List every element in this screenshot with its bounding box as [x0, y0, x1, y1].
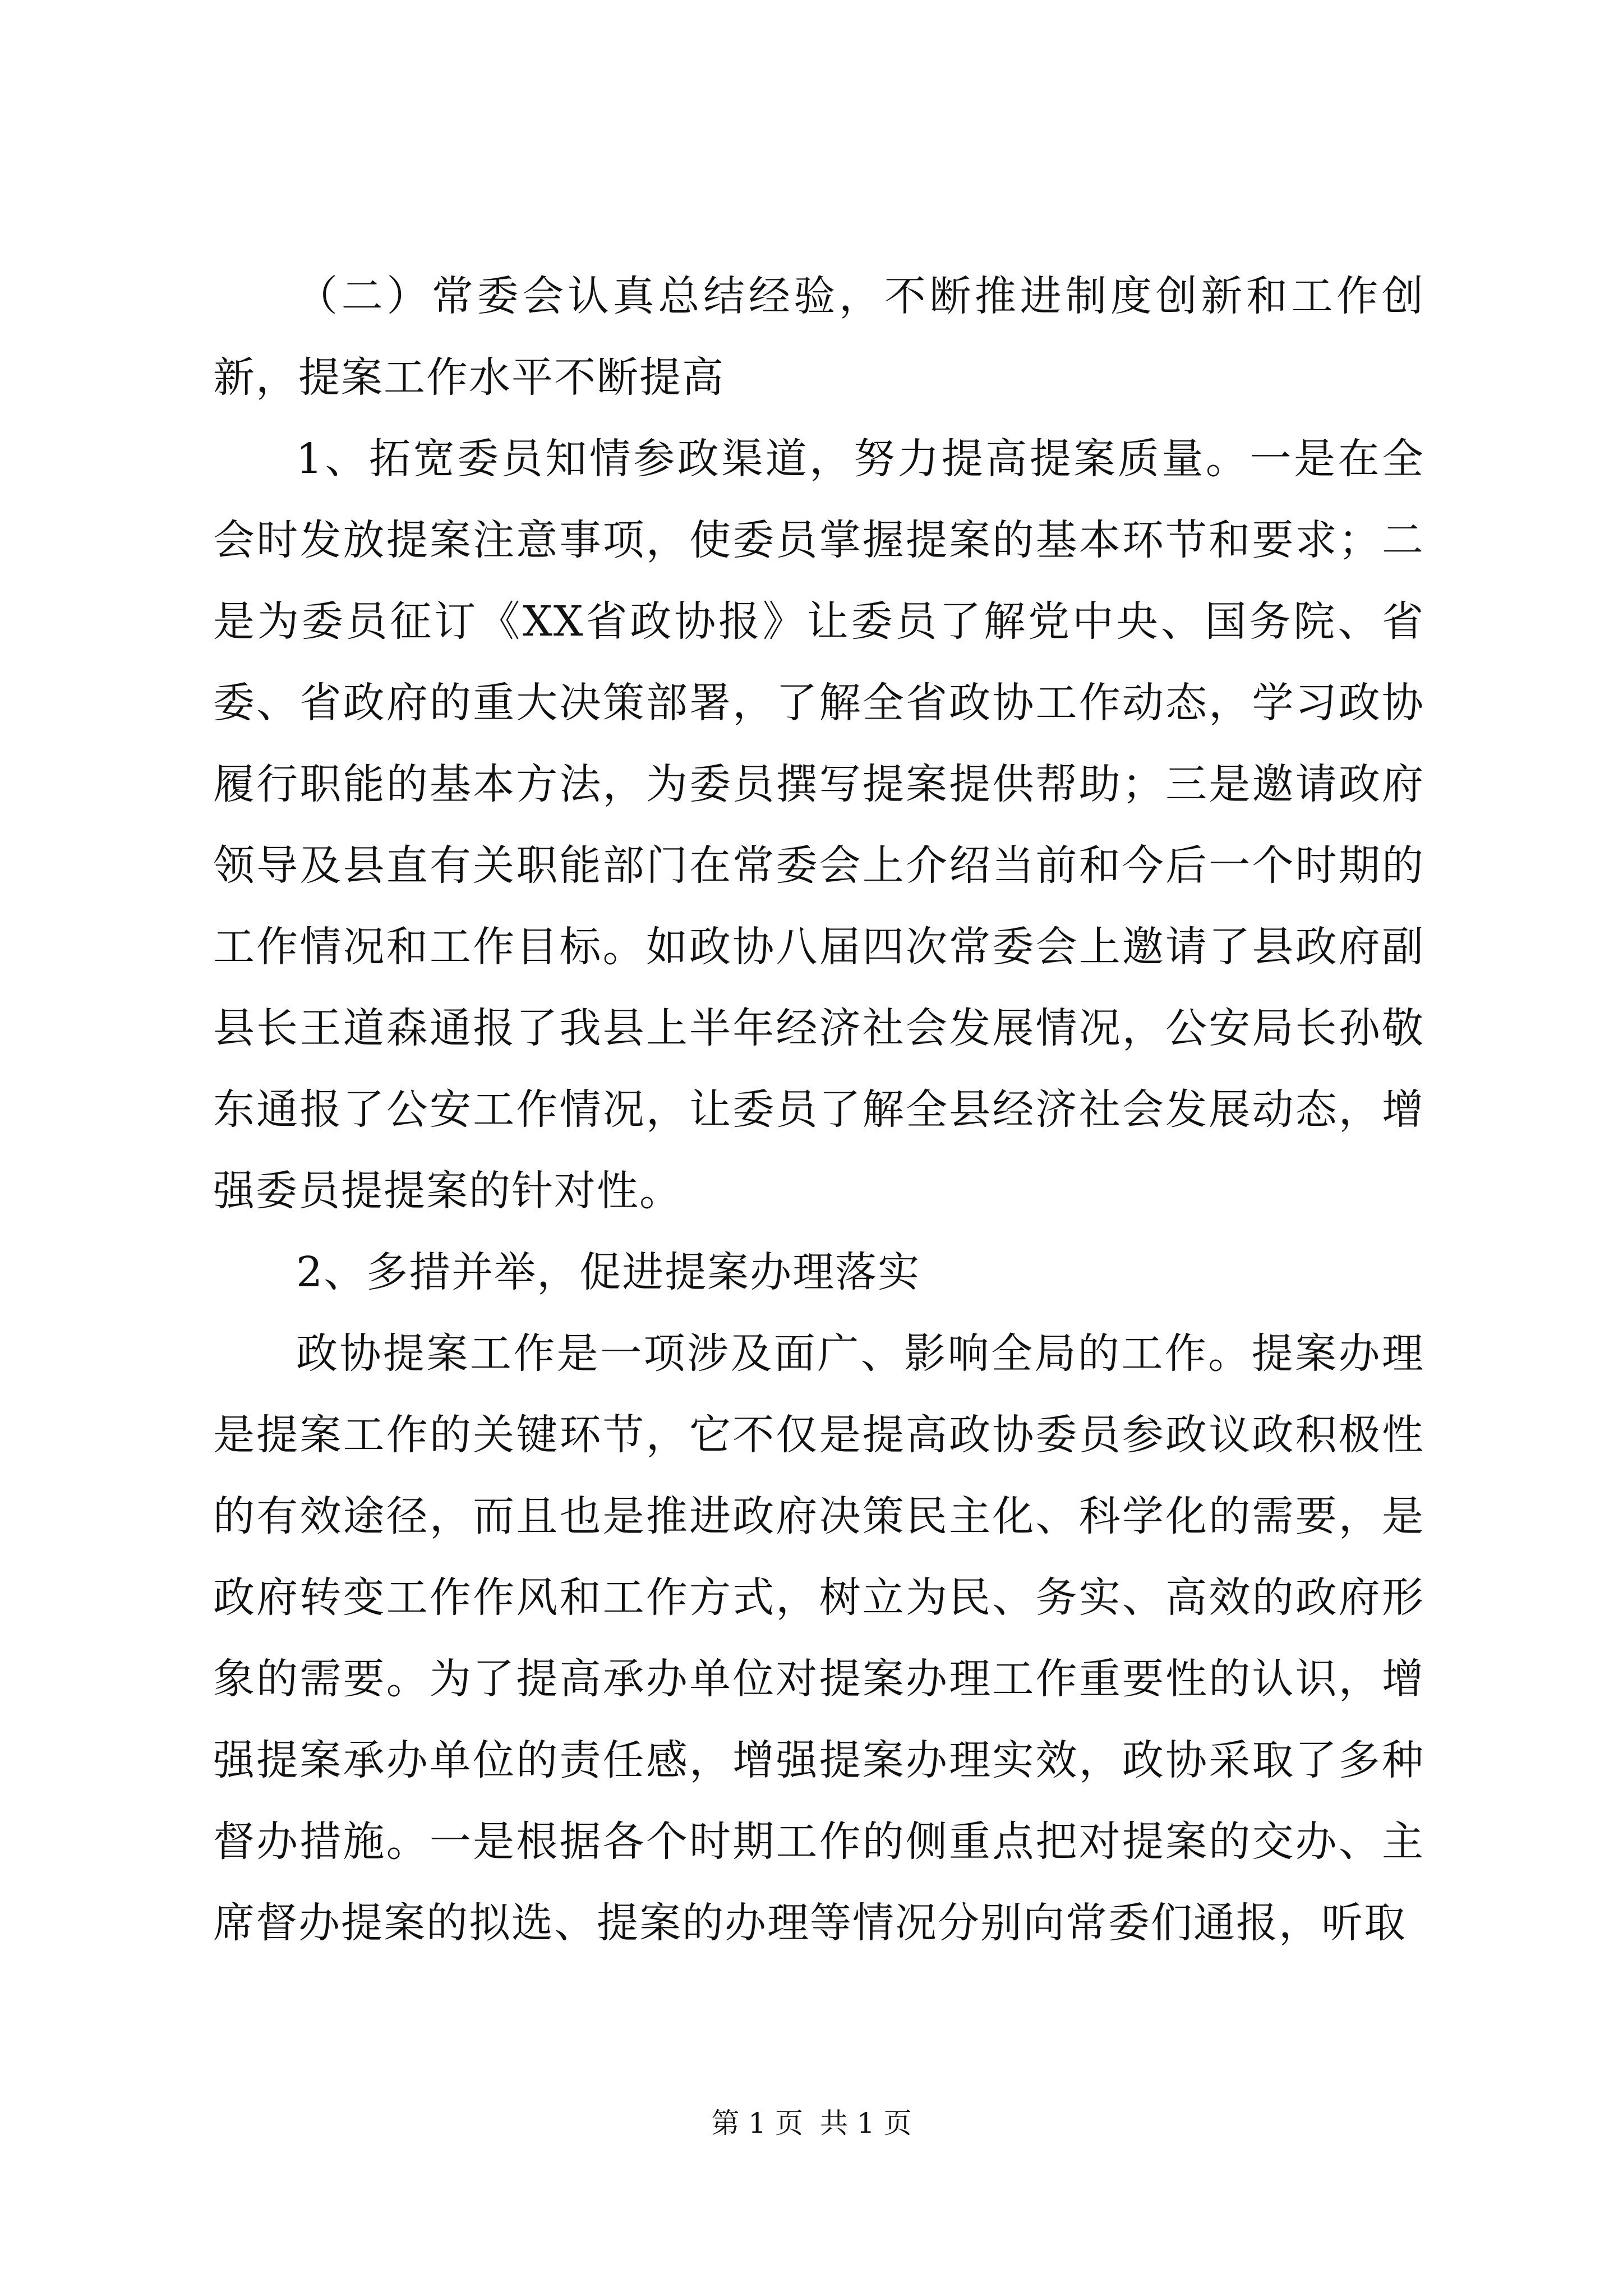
page-footer [0, 2104, 1623, 2143]
body-paragraph: 1、拓宽委员知情参政渠道，努力提高提案质量。一是在全会时发放提案注意事项，使委员掌握提案的基本环节和要求；二是为委员征订《XX省政协报》让委员了解党中央、国务院、省委、省政府的重大决策部署，了解全省政协工作动态，学习政协履行职能的基本方法，为委员撰写提案提供帮助；三是邀请政府领导及县直有关职能部门在常委会上介绍当前和今后一个时期的工作情况和工作目标。如政协八届四次常委会上邀请了县政府副县长王道森通报了我县上半年经济社会发展情况，公安局长孙敬东通报了公安工作情况，让委员了解全县经济社会发展动态，增强委员提提案的针对性。 [213, 435, 1424, 1215]
page-total: 共 1 页 [820, 2107, 912, 2139]
body-paragraph: 政协提案工作是一项涉及面广、影响全局的工作。提案办理是提案工作的关键环节，它不仅是提高政协委员参政议政积极性的有效途径，而且也是推进政府决策民主化、科学化的需要，是政府转变工作作风和工作方式，树立为民、务实、高效的政府形象的需要。为了提高承办单位对提案办理工作重要性的认识，增强提案承办单位的责任感，增强提案办理实效，政协采取了多种督办措施。一是根据各个时期工作的侧重点把对提案的交办、主席督办提案的拟选、提案的办理等情况分别向常委们通报，听取 [213, 1329, 1424, 1947]
section-heading: （二）常委会认真总结经验，不断推进制度创新和工作创新，提案工作水平不断提高 [213, 272, 1424, 402]
document-body [213, 256, 1424, 1964]
subsection-heading: 2、多措并举，促进提案办理落实 [296, 1248, 921, 1296]
page-number: 第 1 页 [711, 2107, 803, 2139]
